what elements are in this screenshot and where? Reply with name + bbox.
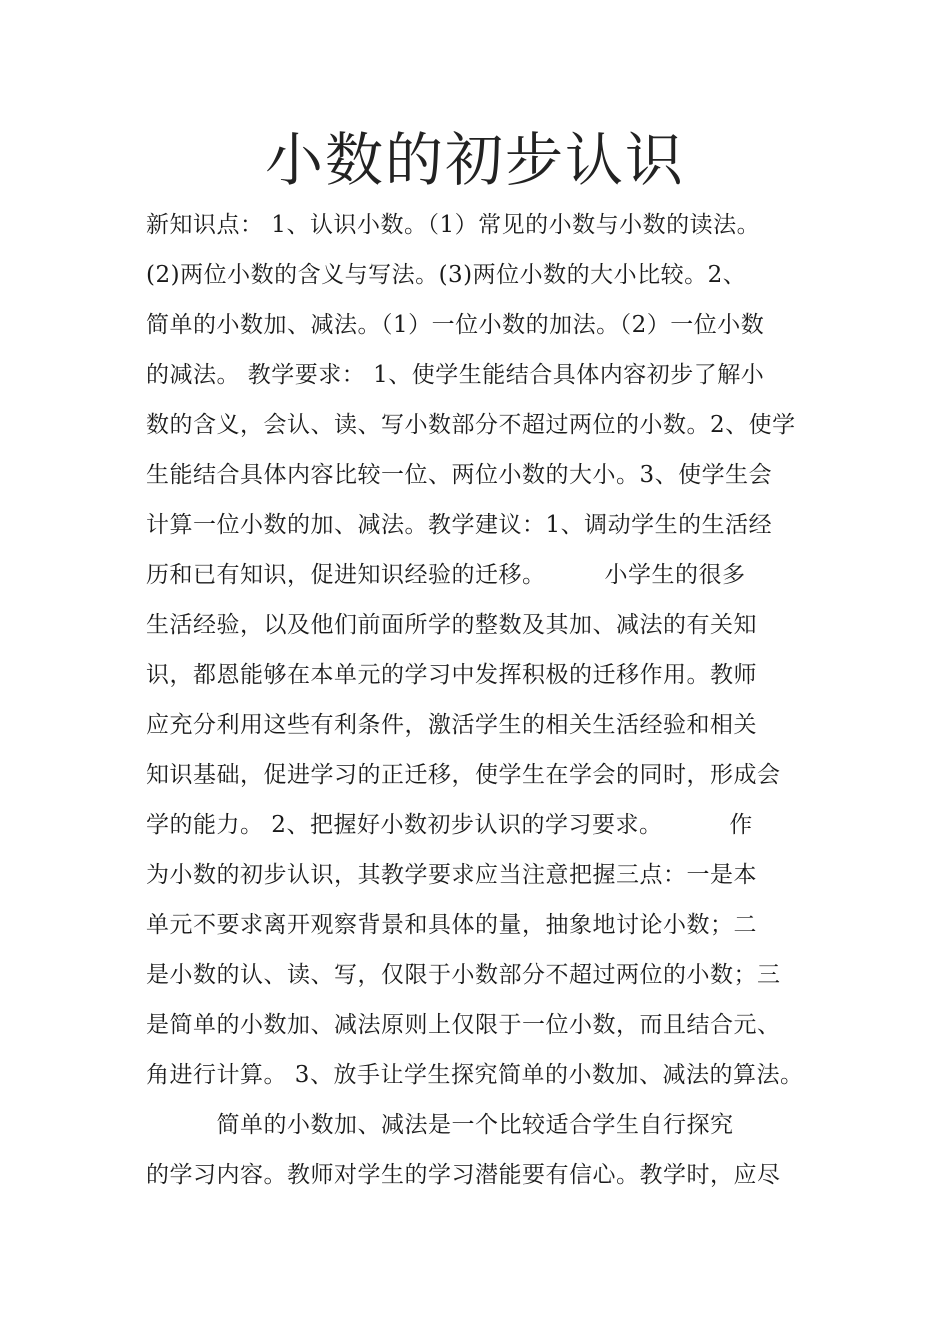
text-line: 知识基础，促进学习的正迁移，使学生在学会的同时，形成会 [146,762,781,788]
text-line: 生能结合具体内容比较一位、两位小数的大小。3、使学生会 [146,462,773,488]
text-line: 是简单的小数加、减法原则上仅限于一位小数，而且结合元、 [146,1012,781,1038]
text-line: 简单的小数加、减法是一个比较适合学生自行探究 [146,1112,734,1138]
page-title: 小数的初步认识 [264,126,685,194]
text-line: 生活经验，以及他们前面所学的整数及其加、减法的有关知 [146,612,757,638]
text-line: 为小数的初步认识，其教学要求应当注意把握三点：一是本 [146,862,757,888]
text-line: 计算一位小数的加、减法。教学建议：1、调动学生的生活经 [146,512,773,538]
text-line: 简单的小数加、减法。（1）一位小数的加法。（2）一位小数 [146,312,765,338]
text-line: 历和已有知识，促进知识经验的迁移。 小学生的很多 [146,562,746,588]
text-line: 的学习内容。教师对学生的学习潜能要有信心。教学时，应尽 [146,1162,781,1188]
text-line: (2)两位小数的含义与写法。(3)两位小数的大小比较。2、 [146,262,747,288]
text-line: 单元不要求离开观察背景和具体的量，抽象地讨论小数；二 [146,912,757,938]
text-line: 学的能力。 2、把握好小数初步认识的学习要求。 作 [146,812,753,838]
body-text [146,200,826,1200]
text-line: 的减法。 教学要求： 1、使学生能结合具体内容初步了解小 [146,362,765,388]
text-line: 识，都恩能够在本单元的学习中发挥积极的迁移作用。教师 [146,662,757,688]
text-line: 是小数的认、读、写，仅限于小数部分不超过两位的小数；三 [146,962,781,988]
text-line: 应充分利用这些有利条件，激活学生的相关生活经验和相关 [146,712,757,738]
text-line: 角进行计算。 3、放手让学生探究简单的小数加、减法的算法。 [146,1062,804,1088]
text-line: 数的含义，会认、读、写小数部分不超过两位的小数。2、使学 [146,412,796,438]
text-line: 新知识点： 1、认识小数。（1）常见的小数与小数的读法。 [146,212,761,238]
